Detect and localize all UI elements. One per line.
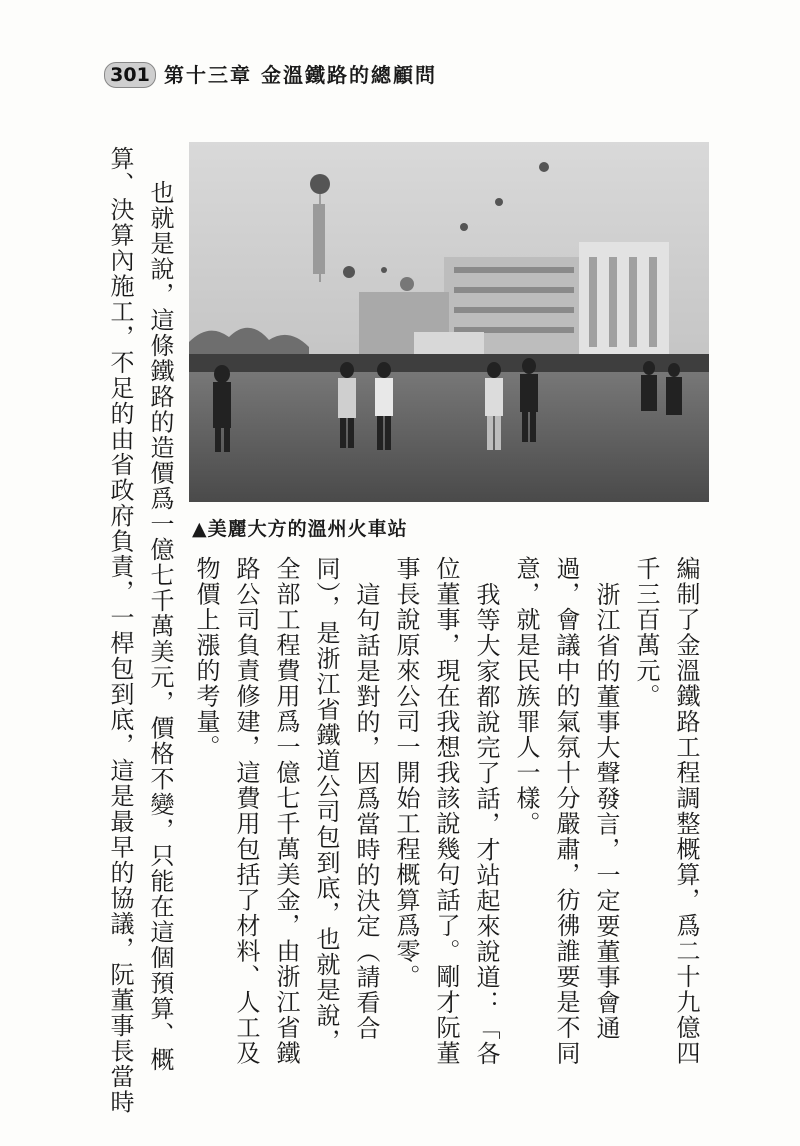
page-number: 301 [104,62,156,88]
running-header [104,58,524,92]
text-column: 路公司負責修建，這費用包括了材料、人工及 [232,556,260,1066]
text-column: 也就是說，這條鐵路的造價爲一億七千萬美元，價格不變，只能在這個預算、概 [146,180,174,1073]
photo-caption: ▲美麗大方的溫州火車站 [192,518,408,540]
text-column: 事長說原來公司一開始工程概算爲零。 [392,556,420,990]
text-column: 千三百萬元。 [632,556,660,709]
text-column: 我等大家都說完了話，才站起來說道：「各 [472,582,500,1067]
text-column: 全部工程費用爲一億七千萬美金，由浙江省鐵 [272,556,300,1066]
text-column: 位董事，現在我想我該說幾句話了。剛才阮董 [432,556,460,1066]
text-column: 浙江省的董事大聲發言，一定要董事會通 [592,582,620,1041]
chapter-title: 第十三章 金溫鐵路的總顧問 [164,63,437,87]
text-column: 算、決算內施工，不足的由省政府負責，一桿包到底，這是最早的協議，阮董事長當時 [106,146,134,1115]
text-column: 這句話是對的，因爲當時的決定（請看合 [352,582,380,1041]
text-column: 同），是浙江省鐵道公司包到底，也就是說， [312,556,340,1054]
text-column: 意，就是民族罪人一樣。 [512,556,540,837]
text-column: 過，會議中的氣氛十分嚴肅，彷彿誰要是不同 [552,556,580,1066]
station-photo [189,142,709,502]
text-column: 物價上漲的考量。 [192,556,220,760]
text-column: 編制了金溫鐵路工程調整概算，爲二十九億四 [672,556,700,1066]
